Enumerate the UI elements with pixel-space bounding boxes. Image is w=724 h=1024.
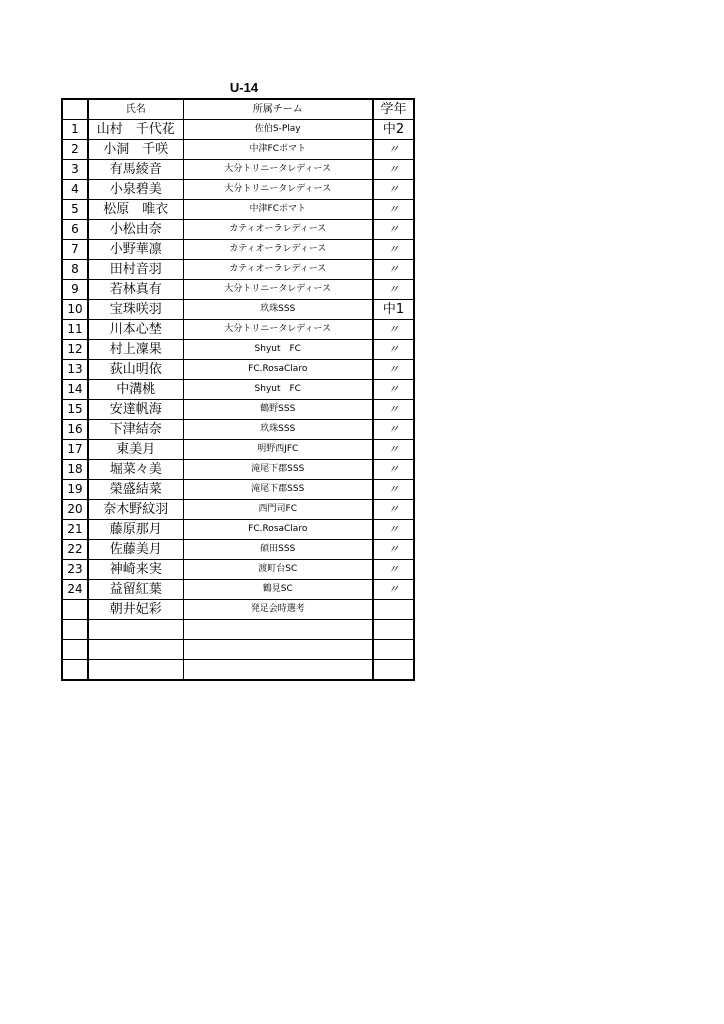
row-number: 20 (62, 500, 88, 520)
row-number: 6 (62, 220, 88, 240)
grade (373, 660, 414, 681)
header-grade: 学年 (373, 99, 414, 120)
table-row (62, 480, 414, 500)
player-name: 佐藤美月 (88, 540, 183, 560)
table-row (62, 560, 414, 580)
row-number: 12 (62, 340, 88, 360)
table-row (62, 640, 414, 660)
player-name: 小泉碧美 (88, 180, 183, 200)
grade: 〃 (373, 160, 414, 180)
player-name: 山村 千代花 (88, 120, 183, 140)
team-name: 玖珠SSS (183, 420, 373, 440)
player-name: 下津結奈 (88, 420, 183, 440)
player-name: 小洞 千咲 (88, 140, 183, 160)
roster-body (62, 120, 414, 681)
table-row (62, 400, 414, 420)
team-name: カティオーラレディース (183, 260, 373, 280)
grade: 〃 (373, 140, 414, 160)
table-row (62, 500, 414, 520)
table-row (62, 380, 414, 400)
row-number: 23 (62, 560, 88, 580)
team-name: 中津FCポマト (183, 200, 373, 220)
team-name: カティオーラレディース (183, 220, 373, 240)
player-name: 小松由奈 (88, 220, 183, 240)
grade: 〃 (373, 240, 414, 260)
team-name: 西門司FC (183, 500, 373, 520)
team-name: 発足会時選考 (183, 600, 373, 620)
player-name (88, 660, 183, 681)
grade: 〃 (373, 420, 414, 440)
player-name: 若林真有 (88, 280, 183, 300)
player-name: 神崎来実 (88, 560, 183, 580)
grade (373, 620, 414, 640)
grade: 〃 (373, 500, 414, 520)
row-number: 4 (62, 180, 88, 200)
row-number: 2 (62, 140, 88, 160)
grade: 〃 (373, 440, 414, 460)
row-number: 5 (62, 200, 88, 220)
team-name: Shyut FC (183, 380, 373, 400)
row-number (62, 640, 88, 660)
row-number: 1 (62, 120, 88, 140)
grade: 〃 (373, 360, 414, 380)
player-name (88, 620, 183, 640)
player-name: 松原 唯衣 (88, 200, 183, 220)
player-name: 有馬綾音 (88, 160, 183, 180)
player-name: 藤原那月 (88, 520, 183, 540)
row-number (62, 600, 88, 620)
header-no (62, 99, 88, 120)
table-row (62, 620, 414, 640)
row-number: 24 (62, 580, 88, 600)
grade: 〃 (373, 580, 414, 600)
table-row (62, 420, 414, 440)
team-name: 大分トリニータレディース (183, 320, 373, 340)
roster-table (61, 98, 415, 681)
table-row (62, 160, 414, 180)
table-row (62, 180, 414, 200)
team-name: FC.RosaClaro (183, 360, 373, 380)
table-row (62, 240, 414, 260)
row-number: 13 (62, 360, 88, 380)
table-row (62, 660, 414, 681)
grade: 〃 (373, 400, 414, 420)
grade: 〃 (373, 560, 414, 580)
player-name: 宝珠咲羽 (88, 300, 183, 320)
team-name: 滝尾下郡SSS (183, 480, 373, 500)
team-name: カティオーラレディース (183, 240, 373, 260)
player-name (88, 640, 183, 660)
grade: 〃 (373, 480, 414, 500)
player-name: 川本心埜 (88, 320, 183, 340)
team-name: 渡町台SC (183, 560, 373, 580)
table-row (62, 280, 414, 300)
grade: 〃 (373, 340, 414, 360)
team-name: 佐伯S-Play (183, 120, 373, 140)
team-name: 大分トリニータレディース (183, 180, 373, 200)
grade: 〃 (373, 200, 414, 220)
team-name: 明野西JFC (183, 440, 373, 460)
player-name: 荻山明依 (88, 360, 183, 380)
team-name: Shyut FC (183, 340, 373, 360)
player-name: 益留紅葉 (88, 580, 183, 600)
team-name: 大分トリニータレディース (183, 160, 373, 180)
player-name: 奈木野紋羽 (88, 500, 183, 520)
grade: 〃 (373, 380, 414, 400)
grade: 〃 (373, 180, 414, 200)
grade: 〃 (373, 280, 414, 300)
table-row (62, 140, 414, 160)
table-row (62, 340, 414, 360)
table-row (62, 120, 414, 140)
team-name: 大分トリニータレディース (183, 280, 373, 300)
row-number (62, 660, 88, 681)
table-row (62, 220, 414, 240)
row-number: 22 (62, 540, 88, 560)
table-row (62, 300, 414, 320)
grade: 中1 (373, 300, 414, 320)
grade (373, 640, 414, 660)
row-number: 19 (62, 480, 88, 500)
team-name: 滝尾下郡SSS (183, 460, 373, 480)
player-name: 東美月 (88, 440, 183, 460)
grade (373, 600, 414, 620)
table-row (62, 460, 414, 480)
player-name: 中溝桃 (88, 380, 183, 400)
row-number: 21 (62, 520, 88, 540)
grade: 〃 (373, 540, 414, 560)
team-name: 鶴見SC (183, 580, 373, 600)
grade: 〃 (373, 220, 414, 240)
player-name: 堀菜々美 (88, 460, 183, 480)
player-name: 小野華凛 (88, 240, 183, 260)
team-name: 中津FCポマト (183, 140, 373, 160)
header-team: 所属チーム (183, 99, 373, 120)
header-name: 氏名 (88, 99, 183, 120)
player-name: 榮盛結菜 (88, 480, 183, 500)
player-name: 朝井妃彩 (88, 600, 183, 620)
row-number: 16 (62, 420, 88, 440)
team-name (183, 660, 373, 681)
player-name: 村上凜果 (88, 340, 183, 360)
team-name (183, 620, 373, 640)
row-number: 11 (62, 320, 88, 340)
table-row (62, 580, 414, 600)
grade: 〃 (373, 320, 414, 340)
page-title: U-14 (229, 80, 259, 95)
row-number: 3 (62, 160, 88, 180)
table-row (62, 600, 414, 620)
table-row (62, 320, 414, 340)
grade: 〃 (373, 460, 414, 480)
row-number: 9 (62, 280, 88, 300)
table-header-row (62, 99, 414, 120)
row-number: 7 (62, 240, 88, 260)
team-name: FC.RosaClaro (183, 520, 373, 540)
row-number: 15 (62, 400, 88, 420)
row-number: 14 (62, 380, 88, 400)
table-row (62, 440, 414, 460)
row-number: 10 (62, 300, 88, 320)
grade: 〃 (373, 520, 414, 540)
team-name: 玖珠SSS (183, 300, 373, 320)
grade: 中2 (373, 120, 414, 140)
table-row (62, 540, 414, 560)
team-name (183, 640, 373, 660)
team-name: 碩田SSS (183, 540, 373, 560)
team-name: 鶴野SSS (183, 400, 373, 420)
row-number: 8 (62, 260, 88, 280)
grade: 〃 (373, 260, 414, 280)
player-name: 安達帆海 (88, 400, 183, 420)
player-name: 田村音羽 (88, 260, 183, 280)
table-row (62, 520, 414, 540)
row-number (62, 620, 88, 640)
table-row (62, 360, 414, 380)
row-number: 18 (62, 460, 88, 480)
table-row (62, 260, 414, 280)
row-number: 17 (62, 440, 88, 460)
table-row (62, 200, 414, 220)
